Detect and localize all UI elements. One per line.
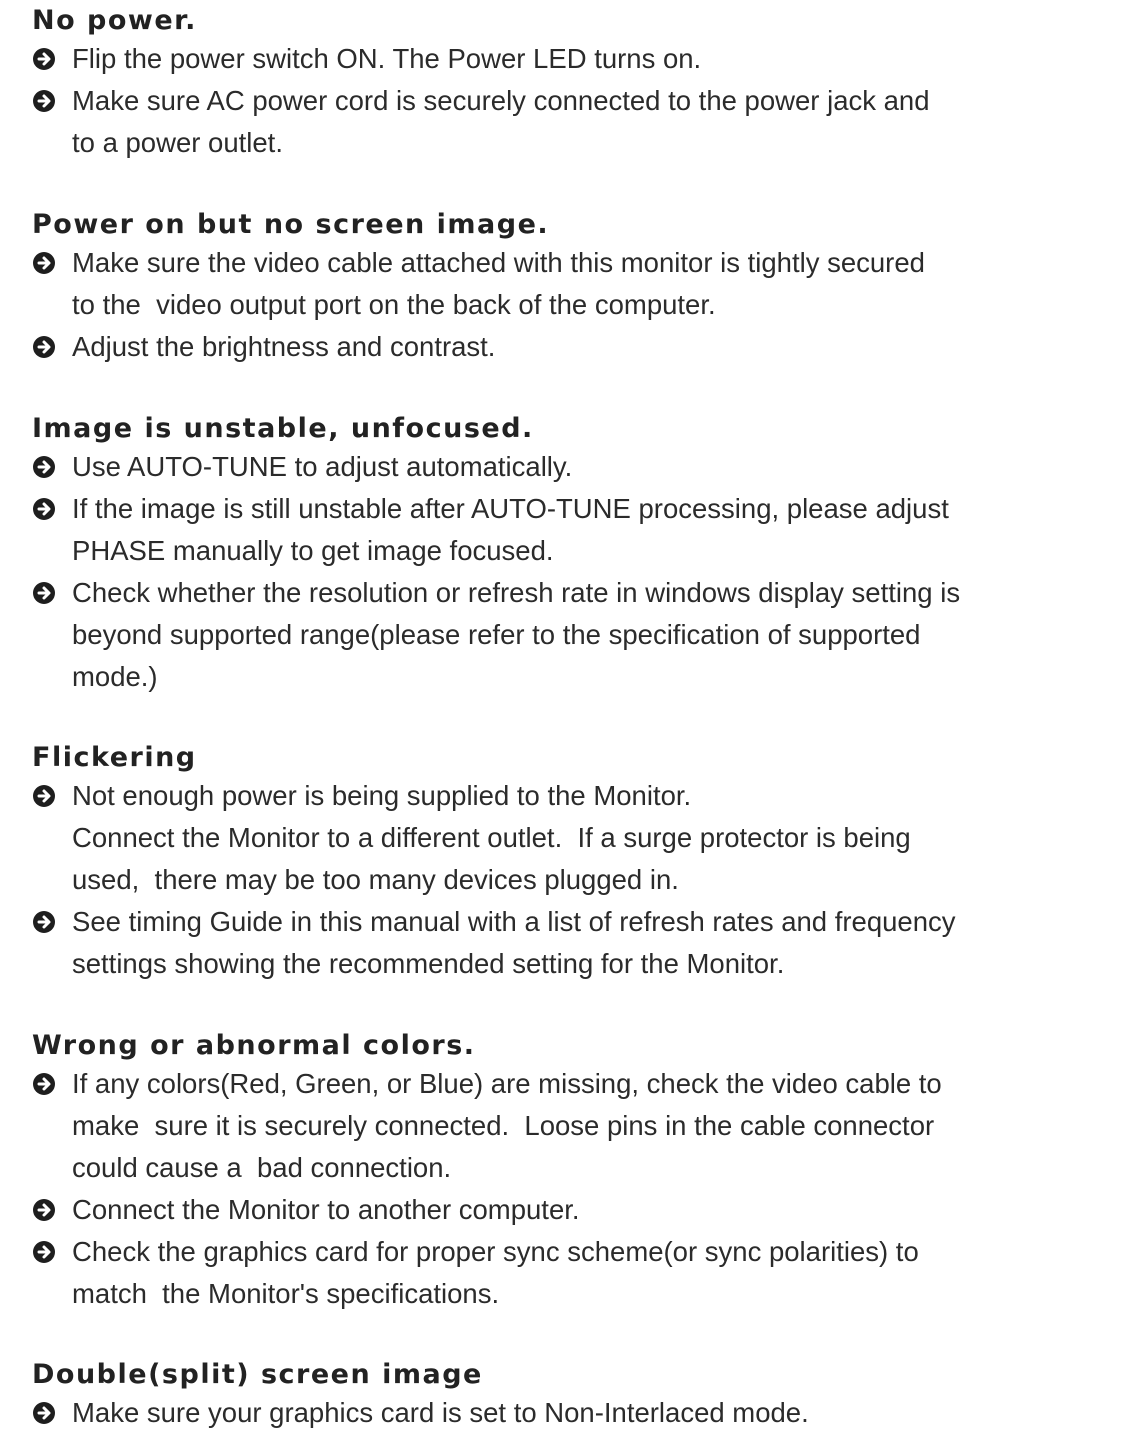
item-line: to a power outlet. [72,127,283,158]
item-line: settings showing the recommended setting for the Monitor. [72,948,785,979]
section-image-unstable [32,412,1092,698]
item-line: Adjust the brightness and contrast. [72,331,496,362]
section-flickering [32,741,1092,985]
arrow-bullet-icon [32,335,56,359]
section-no-screen-image [32,208,1092,368]
item-line: match the Monitor's specifications. [72,1278,500,1309]
item-line: If any colors(Red, Green, or Blue) are missing, check the video cable to [72,1068,942,1099]
section-abnormal-colors [32,1029,1092,1315]
item-line: could cause a bad connection. [72,1152,452,1183]
arrow-bullet-icon [32,47,56,71]
arrow-bullet-icon [32,1072,56,1096]
item-line: used, there may be too many devices plugged in. [72,864,679,895]
arrow-bullet-icon [32,251,56,275]
list-item [32,38,1092,80]
item-line: Flip the power switch ON. The Power LED turns on. [72,43,702,74]
item-line: Make sure AC power cord is securely connected to the power jack and [72,85,930,116]
list-item [32,901,1092,985]
item-line: Check the graphics card for proper sync scheme(or sync polarities) to [72,1236,919,1267]
arrow-bullet-icon [32,89,56,113]
list-item [32,242,1092,326]
list-item [32,80,1092,164]
list-item [32,1063,1092,1189]
item-line: to the video output port on the back of the computer. [72,289,716,320]
section-double-screen [32,1358,1092,1434]
arrow-bullet-icon [32,910,56,934]
list-item [32,572,1092,698]
item-line: make sure it is securely connected. Loose pins in the cable connector [72,1110,935,1141]
section-title: Flickering [32,742,197,773]
list-item [32,1189,1092,1231]
item-line: Not enough power is being supplied to the Monitor. [72,780,692,811]
item-line: mode.) [72,661,158,692]
section-title: Double(split) screen image [32,1359,483,1390]
list-item [32,1392,1092,1434]
arrow-bullet-icon [32,455,56,479]
item-line: Check whether the resolution or refresh rate in windows display setting is [72,577,961,608]
list-item [32,775,1092,901]
list-item [32,326,1092,368]
arrow-bullet-icon [32,497,56,521]
item-line: Make sure the video cable attached with this monitor is tightly secured [72,247,925,278]
section-no-power [32,4,1092,164]
item-line: Use AUTO-TUNE to adjust automatically. [72,451,573,482]
section-title: Wrong or abnormal colors. [32,1030,476,1061]
arrow-bullet-icon [32,1240,56,1264]
section-title: Image is unstable, unfocused. [32,413,534,444]
item-line: beyond supported range(please refer to the specification of supported [72,619,921,650]
list-item [32,1231,1092,1315]
item-line: Make sure your graphics card is set to Non-Interlaced mode. [72,1397,809,1428]
list-item [32,488,1092,572]
item-line: Connect the Monitor to a different outlet. If a surge protector is being [72,822,911,853]
arrow-bullet-icon [32,784,56,808]
list-item [32,446,1092,488]
section-title: Power on but no screen image. [32,209,550,240]
arrow-bullet-icon [32,1198,56,1222]
arrow-bullet-icon [32,1401,56,1425]
item-line: Connect the Monitor to another computer. [72,1194,580,1225]
item-line: PHASE manually to get image focused. [72,535,554,566]
arrow-bullet-icon [32,581,56,605]
item-line: If the image is still unstable after AUTO-TUNE processing, please adjust [72,493,949,524]
section-title: No power. [32,5,197,36]
item-line: See timing Guide in this manual with a list of refresh rates and frequency [72,906,956,937]
